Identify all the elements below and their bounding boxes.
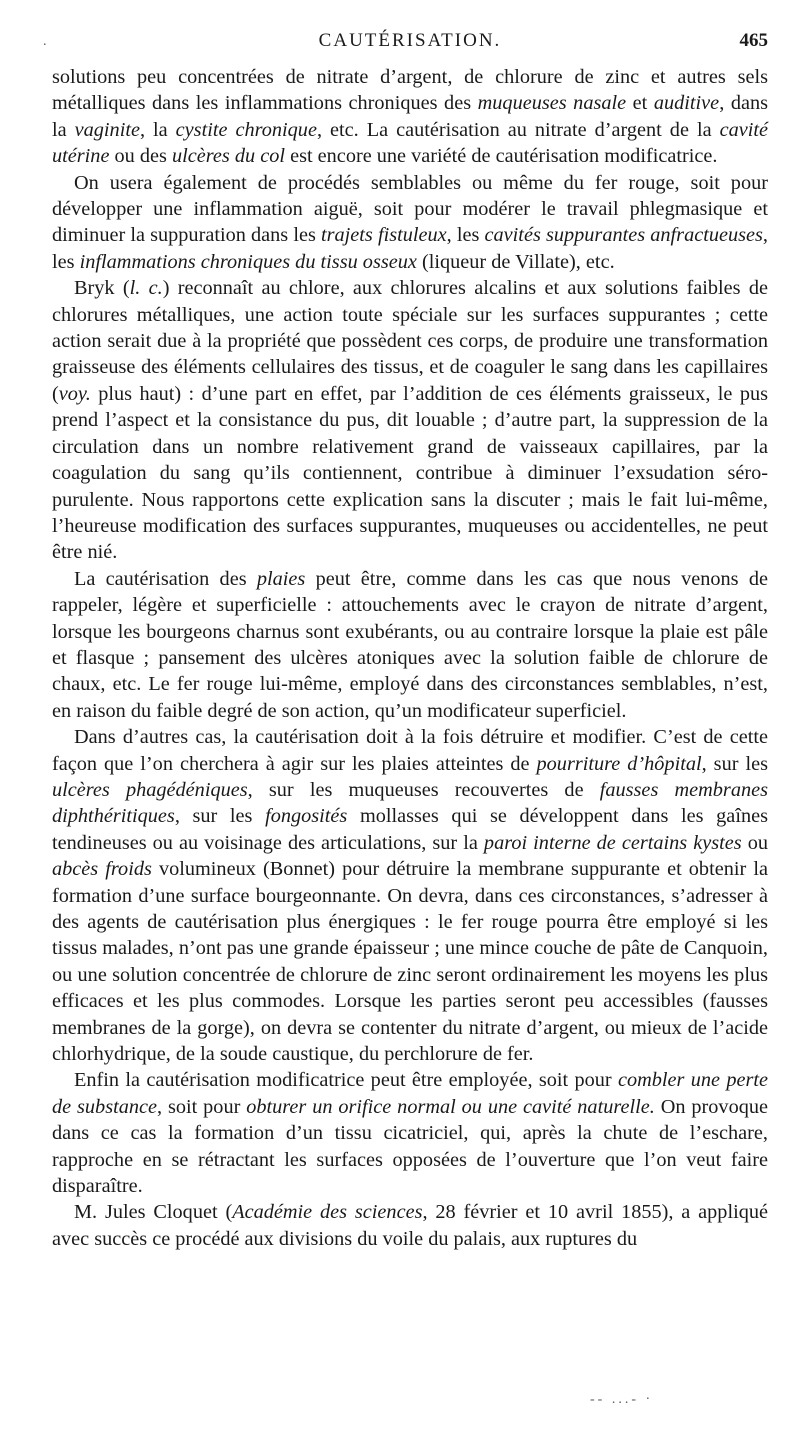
italic-term: muqueuses nasale (477, 92, 627, 115)
text-run: plus haut) : d’une part en effet, par l’addition de ces éléments graisseux, le pus prend l’aspect et la consistance du pus, dit louable ; d’autre part, la suppression de la circulation dans un nombre relativement grand de vaisseaux capillaires, par la coagulation du sang qu’ils contiennent, contribue à diminuer l’exsudation séro-purulente. Nous rapportons cette explication sans la discuter ; mais le fait lui-même, l’heureuse modification des surfaces suppurantes, muqueuses ou accidentelles, ne peut être nié. (52, 382, 768, 564)
paragraph (52, 1067, 768, 1199)
italic-term: ulcères du col (171, 145, 285, 168)
italic-term: auditive (653, 92, 720, 115)
text-run: ou (741, 831, 768, 854)
text-run: , sur les (174, 805, 266, 828)
text-run: Enfin la cautérisation modificatrice peut être employée, soit pour (74, 1069, 618, 1092)
italic-term: voy. (58, 382, 91, 405)
text-run: (liqueur de Villate), etc. (416, 250, 615, 273)
paragraph (52, 566, 768, 724)
text-run: La cautérisation des (74, 567, 257, 590)
italic-term: l. c. (129, 277, 163, 300)
italic-term: ulcères phagédéniques (52, 778, 248, 801)
italic-term: cavités suppurantes anfractueuses (484, 224, 763, 247)
italic-term: trajets fistuleux (320, 224, 447, 247)
text-run: On provoque dans ce cas la formation d’un tissu cicatriciel, qui, après la chute de l’eschare, rapproche en se rétractant les surfaces opposées de l’ouverture que l’on veut faire disparaître. (52, 1095, 768, 1198)
text-run: , 28 février et 10 avril 1855), a appliqué avec succès ce procédé aux divisions du voile du palais, aux ruptures du (52, 1201, 768, 1250)
italic-term: plaies (256, 567, 306, 590)
italic-term: inflammations chroniques du tissu osseux (79, 250, 417, 273)
body-text (52, 64, 768, 1252)
text-run: , les (446, 224, 485, 247)
italic-term: vaginite (74, 118, 140, 141)
page-number: 465 (739, 30, 768, 51)
text-run: volumineux (Bonnet) pour détruire la membrane suppurante et obtenir la formation d’une surface bourgeonnante. On devra, dans ces circonstances, s’adresser à des agents de cautérisation plus énergiques : le fer rouge pourra être employé si les tissus malades, n’ont pas une grande épaisseur ; une mince couche de pâte de Canquoin, ou une solution concentrée de chlorure de zinc seront ordinairement les moyens les plus efficaces et les plus commodes. Lorsque les parties seront peu accessibles (fausses membranes de la gorge), on devra se contenter du nitrate d’argent, ou mieux de l’acide chlorhydrique, de la soude caustique, du perchlorure de fer. (52, 858, 768, 1066)
text-run: , sur les muqueuses recouvertes de (247, 778, 600, 801)
text-run: , la (139, 118, 176, 141)
text-run: , soit pour (157, 1095, 247, 1118)
italic-term: pourriture d’hôpital (536, 752, 702, 775)
text-run: ou des (109, 145, 172, 168)
text-run: Bryk ( (74, 277, 130, 300)
text-run: , etc. La cautérisation au nitrate d’argent de la (316, 118, 720, 141)
text-run: , les (52, 224, 768, 273)
italic-term: cystite chronique (175, 118, 317, 141)
italic-term: cavité utérine (52, 118, 768, 168)
paragraph (52, 1199, 768, 1252)
text-run: et (626, 92, 654, 115)
paragraph (52, 170, 768, 276)
paragraph (52, 275, 768, 565)
text-run: mollasses qui se développent dans les gaînes tendineuses ou au voisinage des articulations, sur la (52, 805, 768, 854)
italic-term: obturer un orifice normal ou une cavité naturelle. (246, 1095, 655, 1118)
italic-term: fongosités (265, 805, 348, 828)
text-run: M. Jules Cloquet ( (74, 1201, 233, 1224)
paragraph (52, 64, 768, 170)
print-smudge: -- ...- · (590, 1392, 654, 1407)
italic-term: abcès froids (52, 858, 152, 881)
text-run: peut être, comme dans les cas que nous venons de rappeler, légère et superficielle : attouchements avec le crayon de nitrate d’argent, lorsque les bourgeons charnus sont exubérants, ou au contraire lorsque la plaie est pâle et flasque ; pansement des ulcères atoniques avec la solution faible de chlorure de chaux, etc. Le fer rouge lui-même, employé dans des circonstances semblables, n’est, en raison du faible degré de son action, qu’un modificateur superficiel. (52, 567, 768, 722)
print-speck: . (43, 34, 47, 49)
text-run: On usera également de procédés semblables ou même du fer rouge, soit pour développer une inflammation aiguë, soit pour modérer le travail phlegmasique et diminuer la suppuration dans les (52, 171, 768, 247)
text-run: , dans la (52, 92, 768, 141)
running-head: CAUTÉRISATION. (318, 30, 502, 51)
page-header (52, 30, 768, 60)
text-run: Dans d’autres cas, la cautérisation doit à la fois détruire et modifier. C’est de cette façon que l’on cherchera à agir sur les plaies atteintes de (52, 726, 768, 775)
paragraph (52, 724, 768, 1067)
italic-term: combler une perte de substance (52, 1069, 768, 1118)
text-run: est encore une variété de cautérisation modificatrice. (285, 145, 718, 168)
text-run: ) reconnaît au chlore, aux chlorures alcalins et aux solutions faibles de chlorures métalliques, une action toute spéciale sur les surfaces suppurantes ; cette action serait due à la propriété que possèdent ces corps, de produire une transformation graisseuse des éléments cellulaires des tissus, et de coaguler le sang dans les capillaires ( (52, 277, 768, 405)
text-run: , sur les (701, 752, 768, 775)
italic-term: fausses membranes diphthéritiques (52, 778, 768, 828)
italic-term: paroi interne de certains kystes (483, 831, 742, 854)
text-run: solutions peu concentrées de nitrate d’argent, de chlorure de zinc et autres sels métalliques dans les inflammations chroniques des (52, 66, 768, 115)
italic-term: Académie des sciences (232, 1201, 423, 1224)
